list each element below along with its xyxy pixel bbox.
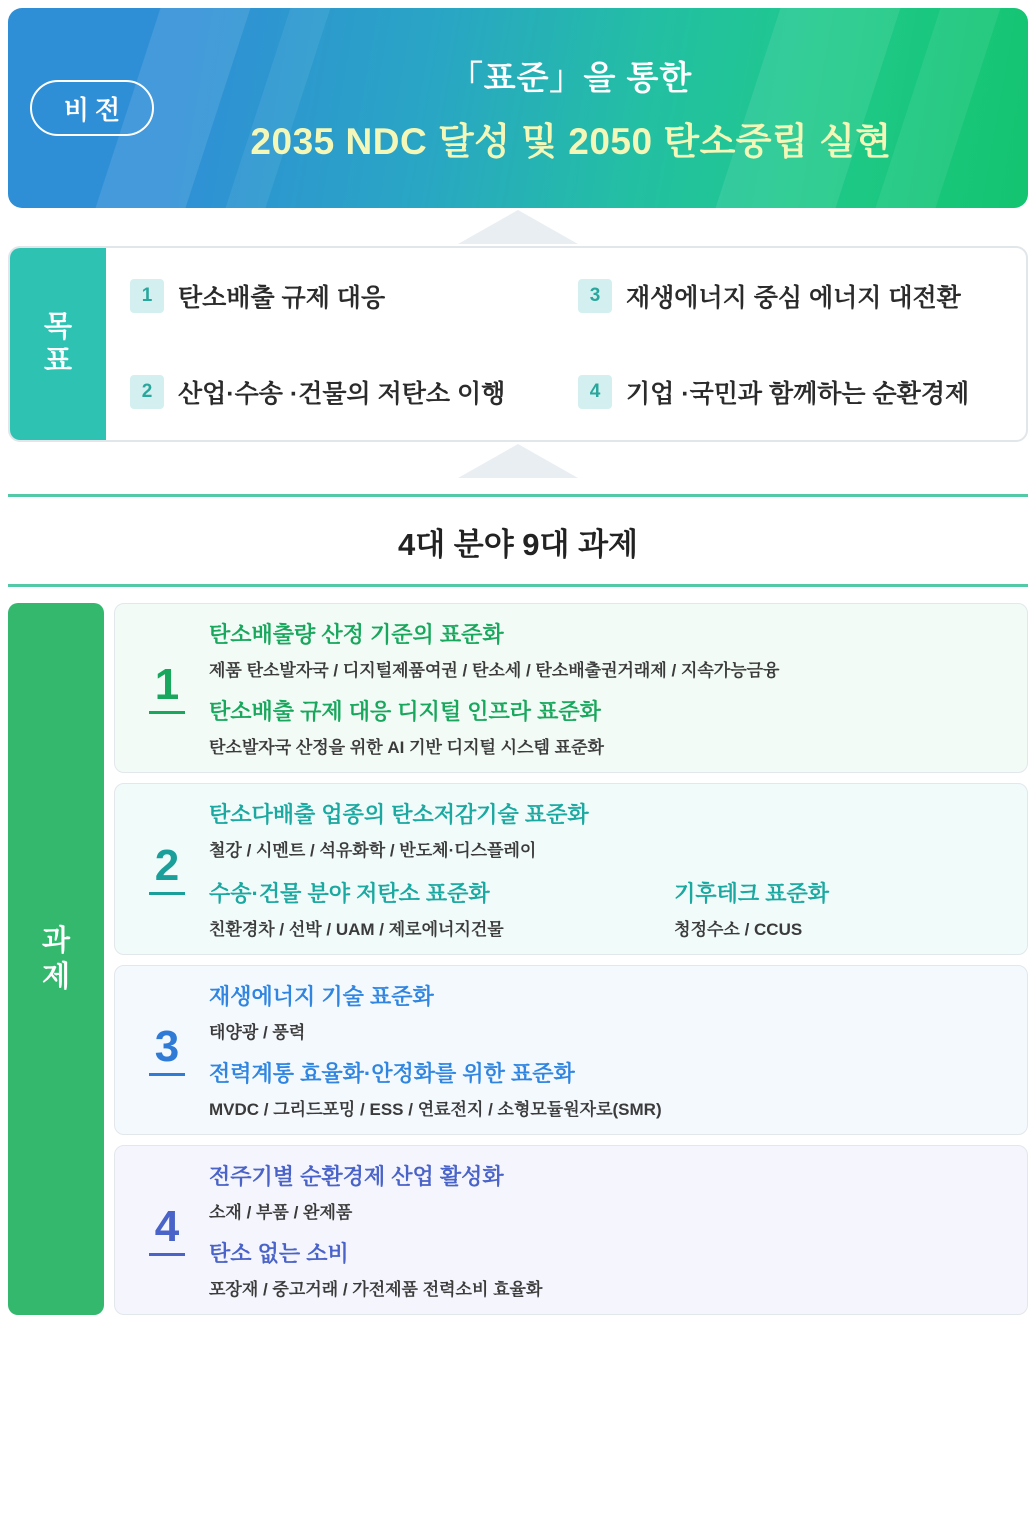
goal-items: [106, 248, 1026, 440]
goal-item-label: 기업 ·국민과 함께하는 순환경제: [626, 380, 970, 408]
task-card-list: [114, 603, 1028, 1315]
goal-item: [578, 374, 1016, 410]
tasks-label-line-1: 과: [41, 924, 70, 957]
goal-item: [130, 278, 568, 314]
tasks-label-line-2: 제: [41, 961, 70, 993]
section-title-band: [8, 494, 1028, 587]
task-subtext: 청정수소 / CCUS: [674, 920, 803, 939]
task-card-number: [125, 1160, 209, 1300]
task-card-number-value: 4: [149, 1204, 185, 1255]
task-heading: 기후테크 표준화: [674, 881, 830, 906]
page-title: 4대 분야 9대 과제: [398, 527, 638, 562]
goal-item-number: 3: [578, 279, 612, 313]
task-split-row: [209, 875, 1011, 940]
goal-item-number: 2: [130, 375, 164, 409]
goal-label-line-1: 목: [43, 310, 72, 343]
vision-badge: 비전: [30, 80, 154, 136]
task-subtext: 태양광 / 풍력: [209, 1023, 306, 1042]
goal-label-line-2: 표: [43, 345, 72, 377]
task-card-body: [209, 980, 1011, 1120]
task-subtext: 제품 탄소발자국 / 디지털제품여권 / 탄소세 / 탄소배출권거래제 / 지속가능금융: [209, 661, 780, 680]
task-subtext: 탄소발자국 산정을 위한 AI 기반 디지털 시스템 표준화: [209, 738, 604, 757]
task-heading: 탄소 없는 소비: [209, 1241, 349, 1266]
task-card-body: [209, 1160, 1011, 1300]
tasks-section: [8, 603, 1028, 1315]
task-subtext: 소재 / 부품 / 완제품: [209, 1203, 353, 1222]
tasks-label: [8, 603, 104, 1315]
goal-item-label: 산업·수송 ·건물의 저탄소 이행: [178, 380, 506, 408]
task-heading: 전주기별 순환경제 산업 활성화: [209, 1164, 504, 1189]
task-subtext: 포장재 / 중고거래 / 가전제품 전력소비 효율화: [209, 1280, 543, 1299]
task-card-number-value: 1: [149, 662, 185, 713]
task-card-body: [209, 798, 1011, 940]
goal-item-label: 재생에너지 중심 에너지 대전환: [626, 284, 961, 312]
task-card-body: [209, 618, 1011, 758]
task-heading: 재생에너지 기술 표준화: [209, 984, 434, 1009]
vision-text: [154, 52, 1028, 165]
vision-line-2: 2035 NDC 달성 및 2050 탄소중립 실현: [250, 120, 892, 162]
task-card-number: [125, 798, 209, 940]
arrow-up-to-goal: [8, 442, 1028, 480]
vision-banner: [8, 8, 1028, 208]
goal-item: [578, 278, 1016, 314]
goal-item-label: 탄소배출 규제 대응: [178, 284, 386, 312]
goal-section: [8, 246, 1028, 442]
arrow-up-to-vision: [8, 208, 1028, 246]
task-split-right: [674, 875, 1011, 940]
task-subtext: MVDC / 그리드포밍 / ESS / 연료전지 / 소형모듈원자로(SMR): [209, 1100, 662, 1119]
task-heading: 전력계통 효율화·안정화를 위한 표준화: [209, 1061, 575, 1086]
task-card-number: [125, 980, 209, 1120]
task-card-number-value: 3: [149, 1024, 185, 1075]
task-subtext: 친환경차 / 선박 / UAM / 제로에너지건물: [209, 920, 504, 939]
goal-item: [130, 374, 568, 410]
goal-item-number: 1: [130, 279, 164, 313]
goal-item-number: 4: [578, 375, 612, 409]
task-heading: 탄소배출 규제 대응 디지털 인프라 표준화: [209, 699, 601, 724]
task-card: [114, 603, 1028, 773]
goal-label: [10, 248, 106, 440]
task-card: [114, 965, 1028, 1135]
task-split-left: [209, 875, 674, 940]
task-heading: 탄소배출량 산정 기준의 표준화: [209, 622, 504, 647]
task-heading: 탄소다배출 업종의 탄소저감기술 표준화: [209, 802, 589, 827]
task-subtext: 철강 / 시멘트 / 석유화학 / 반도체·디스플레이: [209, 841, 537, 860]
task-card-number-value: 2: [149, 843, 185, 894]
task-card: [114, 783, 1028, 955]
task-heading: 수송·건물 분야 저탄소 표준화: [209, 881, 490, 906]
task-card-number: [125, 618, 209, 758]
vision-line-1: 「표준」을 통한: [449, 58, 693, 96]
task-card: [114, 1145, 1028, 1315]
